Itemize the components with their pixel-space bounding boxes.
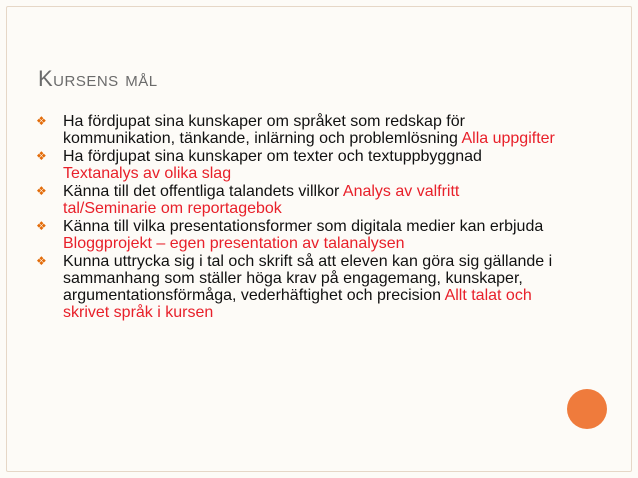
- diamond-bullet-icon: ❖: [36, 184, 47, 198]
- diamond-bullet-icon: ❖: [36, 219, 47, 233]
- bullet-highlight: Alla uppgifter: [461, 130, 555, 147]
- bullet-highlight: Allt talat och skrivet språk i kursen: [63, 287, 532, 321]
- bullet-item: [36, 148, 556, 182]
- bullet-highlight: Bloggprojekt – egen presentation av talanalysen: [63, 235, 405, 252]
- bullet-highlight: Textanalys av olika slag: [63, 165, 232, 182]
- bullet-item: [36, 253, 556, 321]
- bullet-list: [36, 113, 556, 322]
- bullet-item: [36, 183, 556, 217]
- slide-title: Kursens mål: [38, 66, 158, 91]
- bullet-text: Känna till vilka presentationsformer som digitala medier kan erbjuda: [63, 218, 544, 235]
- bullet-item: [36, 113, 556, 147]
- bullet-text: Ha fördjupat sina kunskaper om texter och textuppbyggnad: [63, 148, 482, 165]
- decorative-circle: [567, 389, 607, 429]
- diamond-bullet-icon: ❖: [36, 149, 47, 163]
- bullet-highlight: Analys av valfritt tal/Seminarie om reportagebok: [63, 183, 460, 217]
- bullet-item: [36, 218, 556, 252]
- bullet-text: Känna till det offentliga talandets villkor: [63, 183, 343, 200]
- bullet-text: Kunna uttrycka sig i tal och skrift så att eleven kan göra sig gällande i sammanhang som ställer höga krav på engagemang, kunskaper, argumentationsförmåga, vederhäftighet och precision: [63, 253, 553, 304]
- bullet-text: Ha fördjupat sina kunskaper om språket som redskap för kommunikation, tänkande, inlärning och problemlösning: [63, 113, 465, 147]
- diamond-bullet-icon: ❖: [36, 114, 47, 128]
- diamond-bullet-icon: ❖: [36, 254, 47, 268]
